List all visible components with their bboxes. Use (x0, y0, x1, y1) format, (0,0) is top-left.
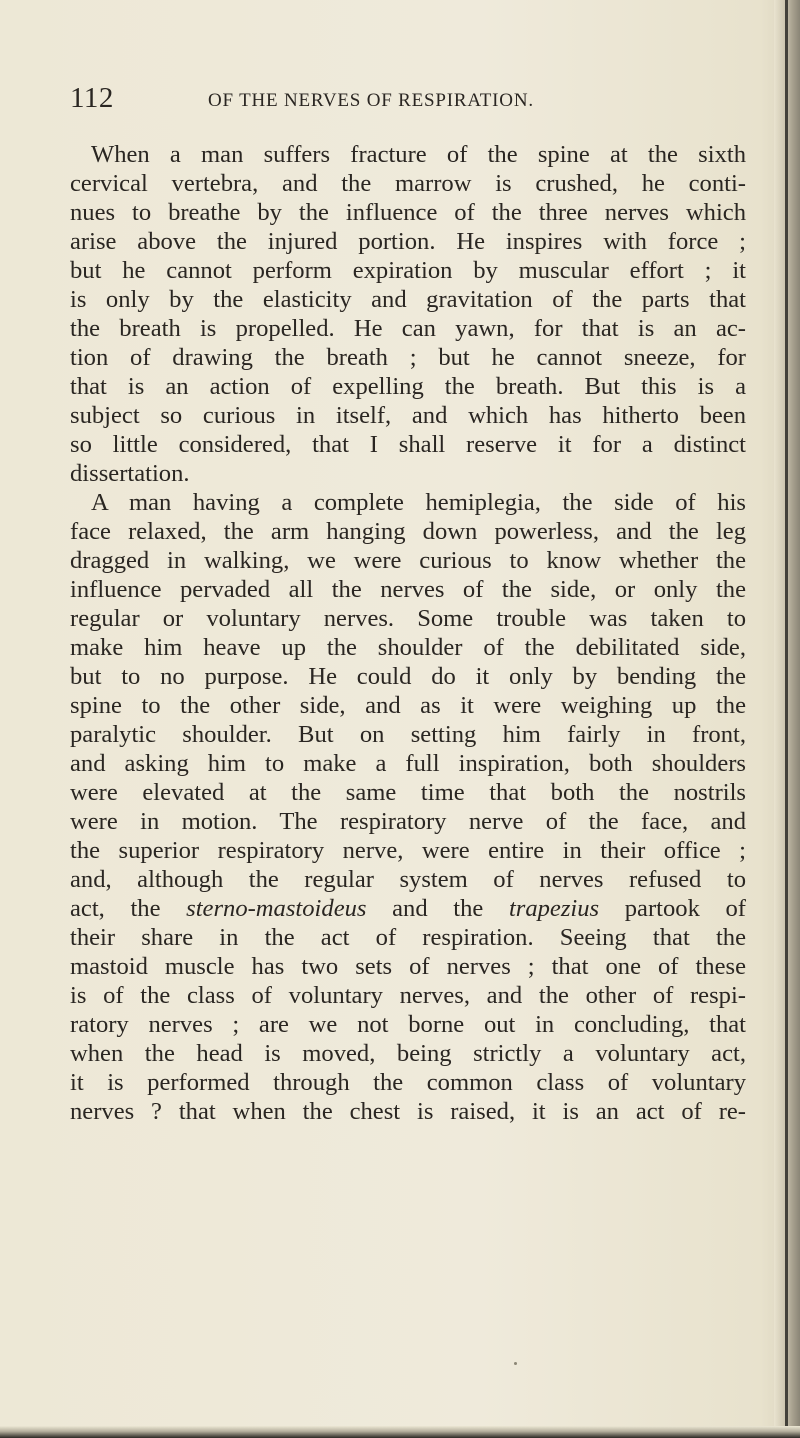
text-line: influence pervaded all the nerves of the side, or only the (70, 576, 746, 603)
text-line: cervical vertebra, and the marrow is crushed, he conti- (70, 170, 746, 197)
text-line: subject so curious in itself, and which has hitherto been (70, 402, 746, 429)
text-line: so little considered, that I shall reserve it for a distinct (70, 431, 746, 458)
text-line: When a man suffers fracture of the spine at the sixth (91, 141, 746, 168)
text-line: regular or voluntary nerves. Some trouble was taken to (70, 605, 746, 632)
text-line: ratory nerves ; are we not borne out in concluding, that (70, 1011, 746, 1038)
text-line: the superior respiratory nerve, were entire in their office ; (70, 837, 746, 864)
text-line-with-italics (70, 894, 746, 923)
text-line: but he cannot perform expiration by muscular effort ; it (70, 257, 746, 284)
text-line: were elevated at the same time that both the nostrils (70, 779, 746, 806)
page-number: 112 (70, 82, 114, 114)
text-fragment: and the (366, 895, 509, 922)
text-line: tion of drawing the breath ; but he cannot sneeze, for (70, 344, 746, 371)
paper-speck (514, 1362, 517, 1365)
text-fragment: act, the (70, 895, 187, 922)
text-line: is of the class of voluntary nerves, and the other of respi- (70, 982, 746, 1009)
text-line: it is performed through the common class of voluntary (70, 1069, 746, 1096)
page-header (70, 82, 750, 122)
text-line: spine to the other side, and as it were weighing up the (70, 692, 746, 719)
text-line: the breath is propelled. He can yawn, for that is an ac- (70, 315, 746, 342)
text-line: paralytic shoulder. But on setting him fairly in front, (70, 721, 746, 748)
text-line: and asking him to make a full inspiration, both shoulders (70, 750, 746, 777)
text-line: dragged in walking, we were curious to know whether the (70, 547, 746, 574)
text-line: A man having a complete hemiplegia, the side of his (91, 489, 746, 516)
text-line: were in motion. The respiratory nerve of the face, and (70, 808, 746, 835)
text-line: nues to breathe by the influence of the three nerves which (70, 199, 746, 226)
text-line: their share in the act of respiration. Seeing that the (70, 924, 746, 951)
text-line: when the head is moved, being strictly a voluntary act, (70, 1040, 746, 1067)
text-line: and, although the regular system of nerves refused to (70, 866, 746, 893)
bottom-edge-shadow (0, 1426, 800, 1438)
text-line: but to no purpose. He could do it only by bending the (70, 663, 746, 690)
text-fragment: partook of (599, 895, 746, 922)
running-head: OF THE NERVES OF RESPIRATION. (208, 90, 534, 111)
text-line: that is an action of expelling the breath. But this is a (70, 373, 746, 400)
italic-term-trapezius: trapezius (508, 895, 600, 922)
text-line: is only by the elasticity and gravitation of the parts that (70, 286, 746, 313)
italic-term-sterno-mastoideus: sterno-mastoideus (186, 895, 367, 922)
body-text (70, 140, 746, 1126)
text-line: face relaxed, the arm hanging down powerless, and the leg (70, 518, 746, 545)
text-line: arise above the injured portion. He inspires with force ; (70, 228, 746, 255)
binding-edge-line (785, 0, 788, 1438)
text-line: nerves ? that when the chest is raised, it is an act of re- (70, 1098, 746, 1125)
text-line: make him heave up the shoulder of the debilitated side, (70, 634, 746, 661)
text-line: dissertation. (70, 460, 190, 487)
text-line: mastoid muscle has two sets of nerves ; that one of these (70, 953, 746, 980)
